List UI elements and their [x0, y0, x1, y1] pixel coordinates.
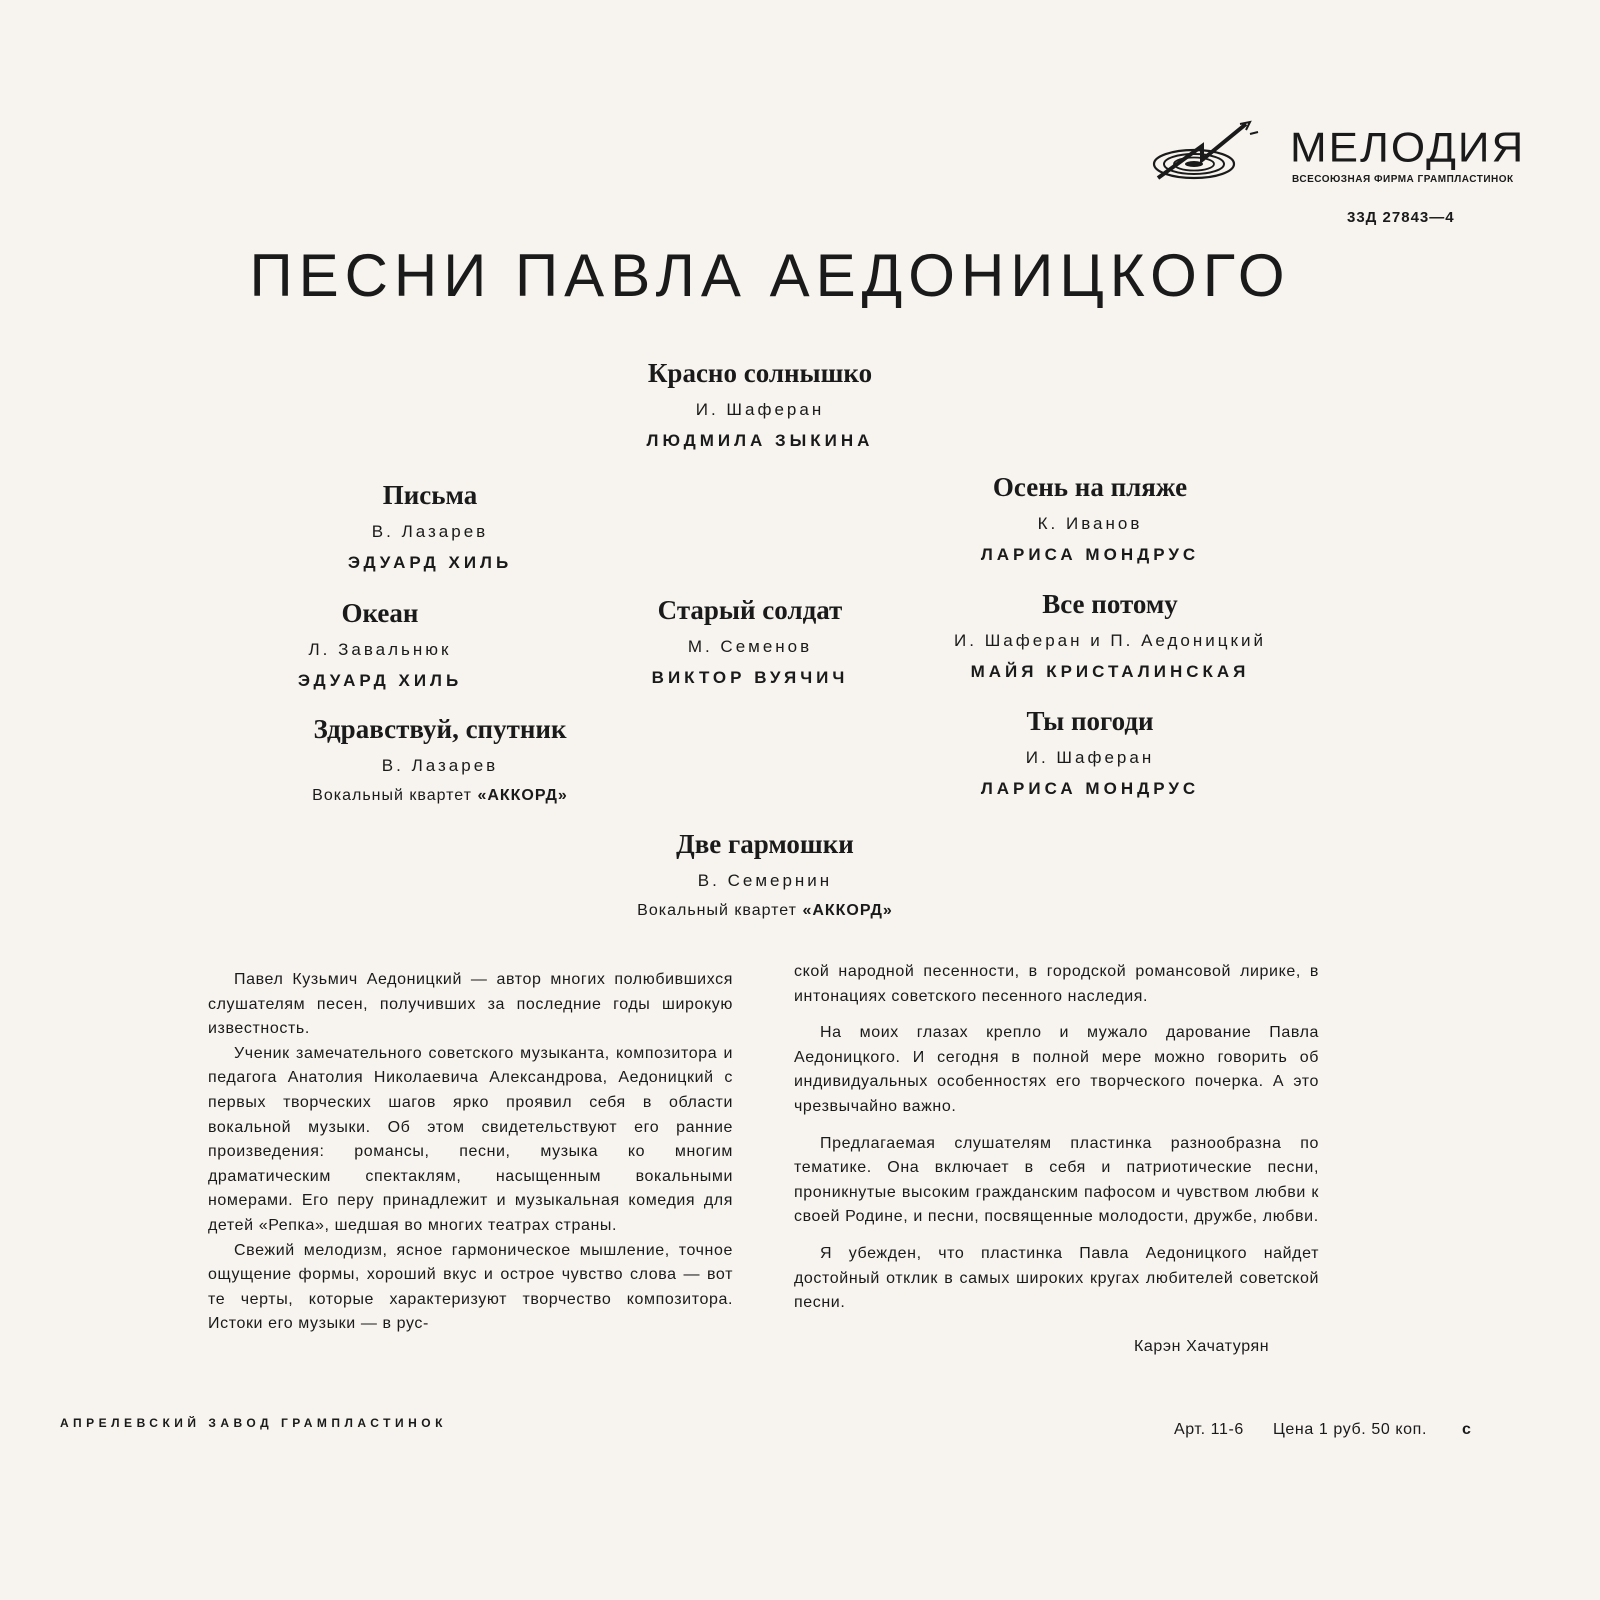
song-lyricist: К. Иванов: [1037, 514, 1143, 533]
song-performer: ЛАРИСА МОНДРУС: [980, 779, 1200, 798]
song-title: Старый солдат: [657, 595, 843, 625]
song-title: Красно солнышко: [647, 358, 873, 388]
performer-name: «АККОРД»: [477, 787, 568, 804]
song-performer: ЭДУАРД ХИЛЬ: [297, 671, 463, 690]
brand-name: МЕЛОДИЯ: [1290, 124, 1526, 171]
song-title: Ты погоди: [1026, 706, 1154, 736]
performer-prefix: Вокальный квартет: [312, 787, 472, 804]
notes-paragraph: Свежий мелодизм, ясное гармоническое мышление, точное ощущение формы, хороший вкус и острое чувство слова — вот те черты, которые характеризуют творчество композитора. Истоки его музыки — в рус-: [208, 1241, 733, 1333]
song-item: [910, 591, 1310, 682]
song-item: [940, 474, 1240, 565]
song-item: [230, 600, 530, 691]
liner-notes-column-1: [208, 968, 733, 1337]
song-lyricist: В. Лазарев: [371, 522, 489, 541]
catalog-number: 33Д 27843—4: [1347, 209, 1455, 226]
song-item: [280, 482, 580, 573]
notes-paragraph: На моих глазах крепло и мужало дарование Павла Аедоницкого. И сегодня в полной мере можно говорить об индивидуальных особенностях его творческого почерка. А это чрезвычайно важно.: [794, 1024, 1319, 1115]
song-lyricist: Л. Завальнюк: [308, 640, 452, 659]
notes-paragraph: Я убежден, что пластинка Павла Аедоницкого найдет достойный отклик в самых широких кругах любителей советской песни.: [794, 1244, 1319, 1312]
song-title: Письма: [382, 480, 478, 510]
song-lyricist: М. Семенов: [687, 637, 813, 656]
song-performer: [600, 902, 930, 920]
notes-signature: Карэн Хачатурян: [1134, 1338, 1270, 1355]
price-line: [1174, 1421, 1472, 1439]
song-title: Все потому: [1042, 589, 1178, 619]
performer-prefix: Вокальный квартет: [637, 902, 797, 919]
price: Цена 1 руб. 50 коп.: [1272, 1421, 1427, 1438]
plant-name: АПРЕЛЕВСКИЙ ЗАВОД ГРАМПЛАСТИНОК: [60, 1416, 447, 1430]
song-performer: ЛАРИСА МОНДРУС: [980, 545, 1200, 564]
liner-notes-column-2: [794, 960, 1319, 1316]
song-lyricist: И. Шаферан: [695, 400, 825, 419]
song-item: [940, 708, 1240, 799]
brand-subtitle: ВСЕСОЮЗНАЯ ФИРМА ГРАМПЛАСТИНОК: [1292, 174, 1514, 185]
song-title: Океан: [341, 598, 419, 628]
song-item: [600, 831, 930, 920]
song-lyricist: И. Шаферан: [1025, 748, 1155, 767]
article-number: Арт. 11-6: [1174, 1421, 1244, 1438]
song-performer: ЭДУАРД ХИЛЬ: [347, 553, 513, 572]
song-lyricist: И. Шаферан и П. Аедоницкий: [954, 631, 1266, 650]
notes-paragraph: Предлагаемая слушателям пластинка разнообразна по тематике. Она включает в себя и патриотические песни, проникнутые высоким гражданским пафосом и чувством любви к своей Родине, и песни, посвященные молодости, дружбе, любви.: [794, 1134, 1319, 1226]
song-item: [600, 597, 900, 688]
song-lyricist: В. Семернин: [697, 871, 833, 890]
song-performer: МАЙЯ КРИСТАЛИНСКАЯ: [970, 662, 1250, 681]
song-title: Осень на пляже: [992, 472, 1188, 502]
notes-paragraph: Павел Кузьмич Аедоницкий — автор многих полюбившихся слушателям песен, получивших за последние годы широкую известность.: [208, 971, 733, 1038]
print-mark: с: [1462, 1421, 1472, 1438]
song-performer: [280, 787, 600, 805]
song-performer: ЛЮДМИЛА ЗЫКИНА: [646, 431, 874, 450]
song-title: Две гармошки: [676, 829, 854, 859]
performer-name: «АККОРД»: [802, 902, 893, 919]
song-title: Здравствуй, спутник: [313, 714, 567, 744]
notes-paragraph: ской народной песенности, в городской романсовой лирике, в интонациях советского песенного наследия.: [794, 963, 1319, 1005]
notes-paragraph: Ученик замечательного советского музыканта, композитора и педагога Анатолия Николаевича Александрова, Аедоницкий с первых творческих шагов ярко проявил себя в области вокальной музыки. Об этом свидетельствуют его ранние произведения: романсы, песни, музыка ко многим драматическим спектаклям, насыщенным вокальными номерами. Его перу принадлежит и музыкальная комедия для детей «Репка», шедшая во многих театрах страны.: [208, 1044, 733, 1234]
song-item: [600, 360, 920, 451]
album-title: ПЕСНИ ПАВЛА АЕДОНИЦКОГО: [249, 242, 1291, 309]
song-item: [280, 716, 600, 805]
melodiya-logo: [1150, 118, 1530, 198]
melodiya-emblem-icon: [1150, 120, 1268, 190]
song-lyricist: В. Лазарев: [381, 756, 499, 775]
song-performer: ВИКТОР ВУЯЧИЧ: [651, 668, 849, 687]
